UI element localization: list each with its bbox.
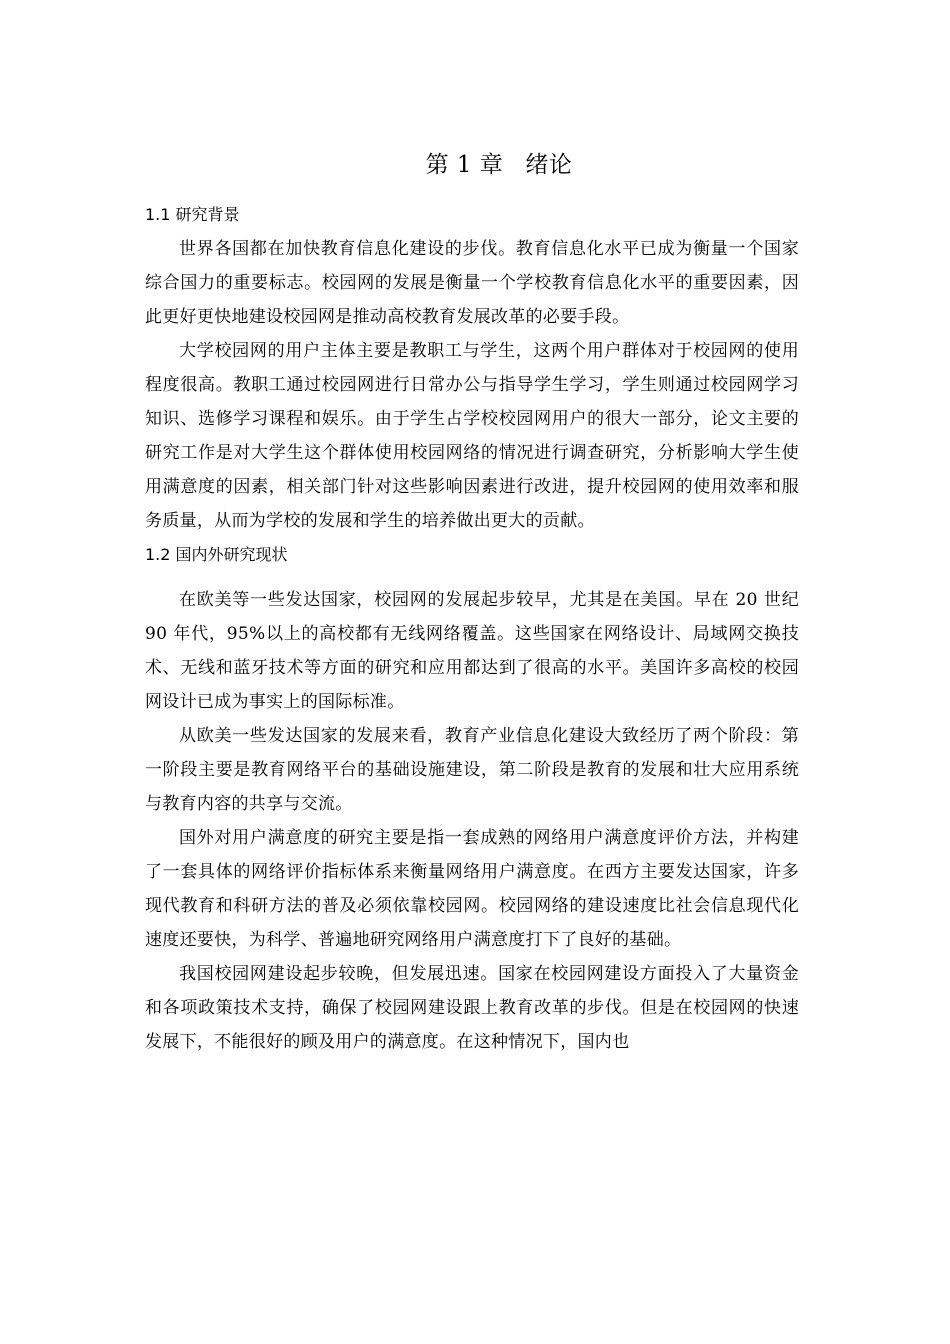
- paragraph: 国外对用户满意度的研究主要是指一套成熟的网络用户满意度评价方法，并构建了一套具体的网络评价指标体系来衡量网络用户满意度。在西方主要发达国家，许多现代教育和科研方法的普及必须依靠校园网。校园网络的建设速度比社会信息现代化速度还要快，为科学、普遍地研究网络用户满意度打下了良好的基础。: [145, 828, 799, 950]
- paragraph: 在欧美等一些发达国家，校园网的发展起步较早，尤其是在美国。早在 20 世纪 90 年代，95%以上的高校都有无线网络覆盖。这些国家在网络设计、局域网交换技术、无线和蓝牙技术等方面的研究和应用都达到了很高的水平。美国许多高校的校园网设计已成为事实上的国际标准。: [145, 590, 799, 712]
- heading-spacer: [145, 572, 799, 583]
- document-body: [145, 198, 799, 1059]
- chapter-number: 第 1 章: [425, 152, 504, 179]
- paragraph: 世界各国都在加快教育信息化建设的步伐。教育信息化水平已成为衡量一个国家综合国力的重要标志。校园网的发展是衡量一个学校教育信息化水平的重要因素，因此更好更快地建设校园网是推动高校教育发展改革的必要手段。: [145, 239, 799, 327]
- chapter-title: [0, 148, 950, 182]
- paragraph: 大学校园网的用户主体主要是教职工与学生，这两个用户群体对于校园网的使用程度很高。教职工通过校园网进行日常办公与指导学生学习，学生则通过校园网学习知识、选修学习课程和娱乐。由于学生占学校校园网用户的很大一部分，论文主要的研究工作是对大学生这个群体使用校园网络的情况进行调查研究，分析影响大学生使用满意度的因素，相关部门针对这些影响因素进行改进，提升校园网的使用效率和服务质量，从而为学校的发展和学生的培养做出更大的贡献。: [145, 341, 799, 531]
- paragraph: 我国校园网建设起步较晚，但发展迅速。国家在校园网建设方面投入了大量资金和各项政策技术支持，确保了校园网建设跟上教育改革的步伐。但是在校园网的快速发展下，不能很好的顾及用户的满意度。在这种情况下，国内也: [145, 964, 799, 1052]
- section-research-background: [145, 198, 799, 538]
- paragraph: 从欧美一些发达国家的发展来看，教育产业信息化建设大致经历了两个阶段：第一阶段主要是教育网络平台的基础设施建设，第二阶段是教育的发展和壮大应用系统与教育内容的共享与交流。: [145, 726, 799, 814]
- section-heading: 1.2 国内外研究现状: [145, 545, 288, 564]
- section-research-status: [145, 538, 799, 1059]
- chapter-name: 绪论: [525, 152, 573, 179]
- section-heading: 1.1 研究背景: [145, 205, 240, 224]
